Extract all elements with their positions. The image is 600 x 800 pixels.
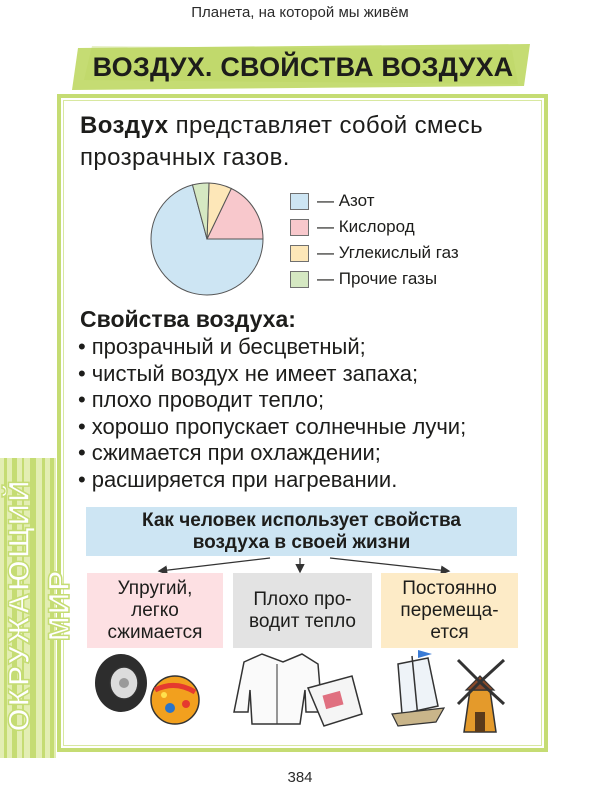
card-line: Упругий, [117, 577, 193, 599]
windmill-icon [458, 660, 504, 732]
running-header: Планета, на которой мы живём [191, 4, 409, 21]
card-line: сжимается [107, 621, 203, 643]
legend-label: — Азот [317, 191, 375, 210]
property-item: • сжимается при охлаждении; [78, 440, 466, 467]
property-item: • прозрачный и бесцветный; [78, 334, 466, 361]
tire-icon [95, 654, 147, 712]
page-number: 384 [287, 769, 313, 786]
ball-icon [151, 676, 199, 724]
sailboat-icon [392, 650, 444, 726]
usage-heading-line2: воздуха в своей жизни [192, 532, 411, 553]
page-title: ВОЗДУХ. СВОЙСТВА ВОЗДУХА [92, 52, 514, 82]
intro-term: Воздух [80, 112, 169, 139]
property-item: • расширяется при нагревании. [78, 467, 466, 494]
card-line: Плохо про- [253, 588, 352, 610]
property-item: • чистый воздух не имеет запаха; [78, 361, 466, 388]
legend-label: — Углекислый газ [317, 243, 459, 262]
card-line: перемеща- [400, 599, 499, 621]
intro-line2: прозрачных газов. [80, 144, 290, 171]
intro-line1: представляет собой смесь [168, 112, 483, 139]
card-line: водит тепло [249, 610, 356, 632]
sidebar-subject: ОКРУЖАЮЩИЙ МИР [3, 478, 76, 732]
properties-heading: Свойства воздуха: [80, 306, 296, 332]
property-item: • хорошо пропускает солнечные лучи; [78, 414, 466, 441]
legend-label: — Прочие газы [317, 269, 438, 288]
property-item: • плохо проводит тепло; [78, 387, 466, 414]
legend-label: — Кислород [317, 217, 415, 236]
card-line: легко [131, 599, 179, 621]
card-line: Постоянно [402, 577, 497, 599]
usage-heading-line1: Как человек использует свойства [142, 510, 461, 531]
card-line: ется [430, 621, 469, 643]
